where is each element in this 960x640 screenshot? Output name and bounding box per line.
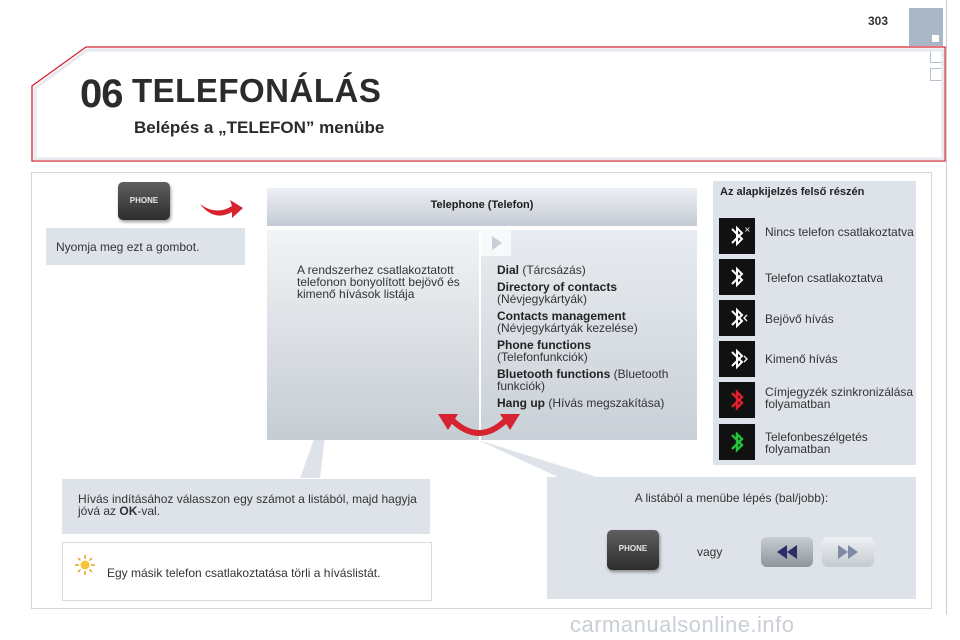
status-label-sync: Címjegyzék szinkronizálása folyamatban bbox=[765, 385, 914, 411]
fast-forward-button-illustration bbox=[822, 537, 874, 567]
list-navigation-text: A listából a menübe lépés (bal/jobb): bbox=[634, 491, 829, 505]
note-text: Egy másik telefon csatlakoztatása törli a híváslistát. bbox=[107, 566, 381, 580]
menu-item-phone-functions: Phone functions (Telefonfunkciók) bbox=[497, 338, 591, 364]
menu-item-dial: Dial (Tárcsázás) bbox=[497, 263, 586, 277]
screen-title: Telephone (Telefon) bbox=[430, 199, 534, 211]
bluetooth-outgoing-call-icon bbox=[719, 341, 755, 377]
bluetooth-connected-icon bbox=[719, 259, 755, 295]
bluetooth-incoming-call-icon bbox=[719, 300, 755, 336]
status-label-connected: Telefon csatlakoztatva bbox=[765, 271, 884, 285]
page-title: TELEFONÁLÁS bbox=[132, 72, 382, 109]
phone-button-illustration-2 bbox=[607, 530, 659, 570]
status-label-outgoing: Kimenő hívás bbox=[765, 352, 838, 366]
menu-item-contacts-management: Contacts management (Névjegykártyák kezelése) bbox=[497, 309, 638, 335]
status-heading: Az alapkijelzés felső részén bbox=[720, 186, 865, 198]
call-instruction-text: Hívás indításához válasszon egy számot a listából, majd hagyja jóvá az OK-val. bbox=[78, 492, 417, 518]
svg-text:×: × bbox=[744, 225, 751, 234]
chapter-number: 06 bbox=[80, 72, 123, 116]
bluetooth-sync-icon bbox=[719, 382, 755, 418]
watermark: carmanualsonline.info bbox=[570, 612, 795, 637]
fast-forward-icon bbox=[822, 537, 874, 567]
page-number: 303 bbox=[868, 14, 889, 28]
status-label-no-phone: Nincs telefon csatlakoztatva bbox=[765, 225, 914, 239]
phone-button-label: PHONE bbox=[129, 196, 159, 205]
rewind-button-illustration bbox=[761, 537, 813, 567]
play-icon bbox=[481, 230, 511, 256]
phone-button-label-2: PHONE bbox=[618, 544, 648, 553]
phone-menu-list bbox=[497, 264, 691, 414]
call-list-description: A rendszerhez csatlakoztatott telefonon bonyolított bejövő és kimenő hívások listája bbox=[297, 263, 460, 301]
press-instruction-text: Nyomja meg ezt a gombot. bbox=[56, 240, 200, 254]
status-label-incoming: Bejövő hívás bbox=[765, 312, 834, 326]
screen-call-list-panel bbox=[267, 230, 479, 440]
screen-play-tab bbox=[481, 230, 511, 256]
or-text: vagy bbox=[697, 545, 723, 559]
menu-item-directory: Directory of contacts (Névjegykártyák) bbox=[497, 280, 618, 306]
bluetooth-disconnected-icon bbox=[719, 218, 755, 254]
bluetooth-call-active-icon bbox=[719, 424, 755, 460]
menu-item-bluetooth-functions: Bluetooth functions (Bluetooth funkciók) bbox=[497, 367, 669, 393]
status-label-call-active: Telefonbeszélgetés folyamatban bbox=[765, 430, 868, 456]
page-subtitle: Belépés a „TELEFON” menübe bbox=[134, 118, 385, 137]
sun-icon bbox=[74, 554, 96, 576]
left-right-arrows-icon bbox=[434, 412, 524, 452]
rewind-icon bbox=[761, 537, 813, 567]
menu-item-hang-up: Hang up (Hívás megszakítása) bbox=[497, 396, 665, 410]
